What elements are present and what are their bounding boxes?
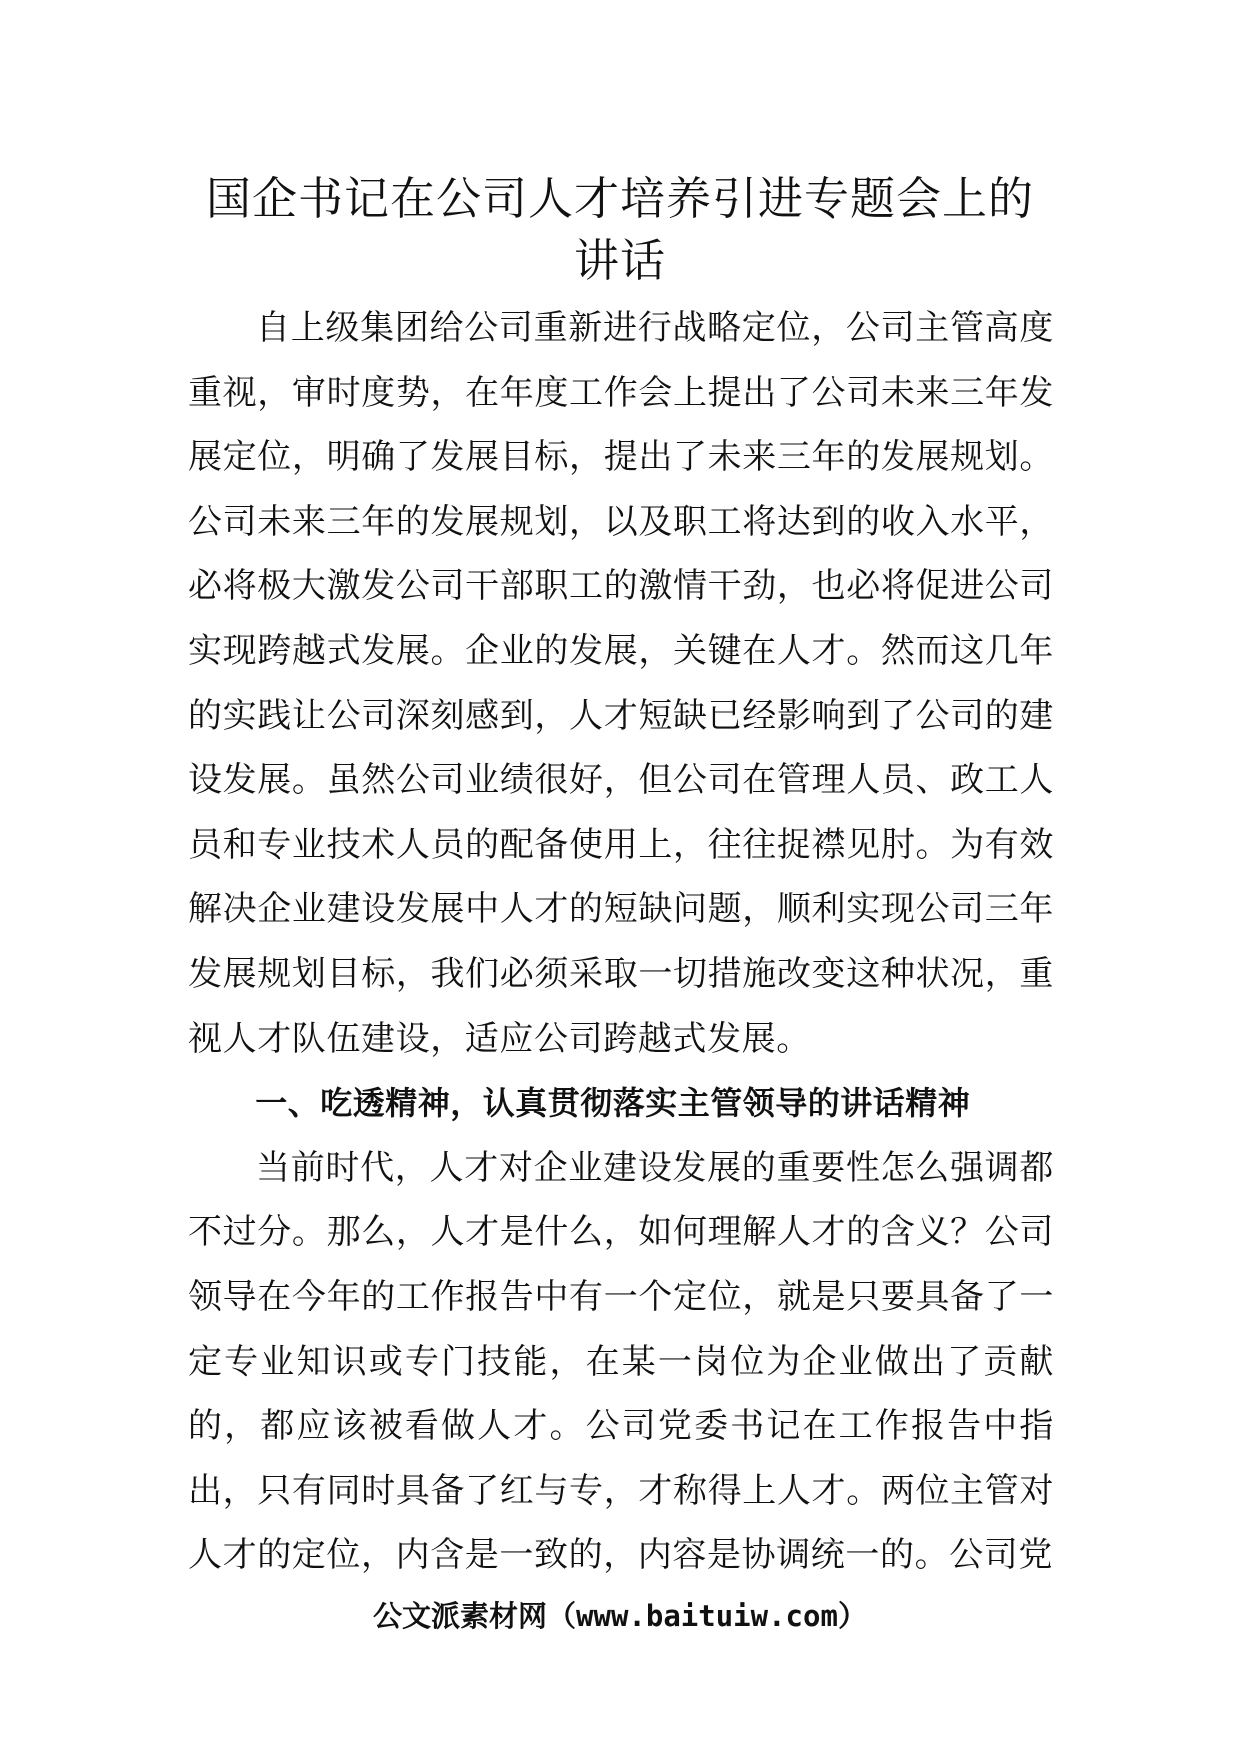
footer-close: ）: [837, 1599, 867, 1633]
footer-domain: www.baituiw.com: [576, 1599, 838, 1633]
section-heading-1: 一、吃透精神，认真贯彻落实主管领导的讲话精神: [255, 1084, 971, 1123]
title-line-2: 讲话: [573, 234, 666, 287]
footer-site-name: 公文派素材网（: [373, 1599, 577, 1633]
title-line-1: 国企书记在公司人才培养引进专题会上的: [205, 172, 1034, 225]
footer-watermark: [0, 1596, 1240, 1636]
paragraph-intro: 自上级集团给公司重新进行战略定位，公司主管高度重视，审时度势，在年度工作会上提出了公司未来三年发展定位，明确了发展目标，提出了未来三年的发展规划。公司未来三年的发展规划，以及职工将达到的收入水平，必将极大激发公司干部职工的激情干劲，也必将促进公司实现跨越式发展。企业的发展，关键在人才。然而这几年的实践让公司深刻感到，人才短缺已经影响到了公司的建设发展。虽然公司业绩很好，但公司在管理人员、政工人员和专业技术人员的配备使用上，往往捉襟见肘。为有效解决企业建设发展中人才的短缺问题，顺利实现公司三年发展规划目标，我们必须采取一切措施改变这种状况，重视人才队伍建设，适应公司跨越式发展。: [188, 308, 1054, 1059]
document-body: [188, 296, 1054, 1588]
document-title: [150, 168, 1090, 292]
paragraph-section-1: 当前时代，人才对企业建设发展的重要性怎么强调都不过分。那么，人才是什么，如何理解人才的含义？公司领导在今年的工作报告中有一个定位，就是只要具备了一定专业知识或专门技能，在某一岗位为企业做出了贡献的，都应该被看做人才。公司党委书记在工作报告中指出，只有同时具备了红与专，才称得上人才。两位主管对人才的定位，内含是一致的，内容是协调统一的。公司党: [188, 1147, 1054, 1576]
